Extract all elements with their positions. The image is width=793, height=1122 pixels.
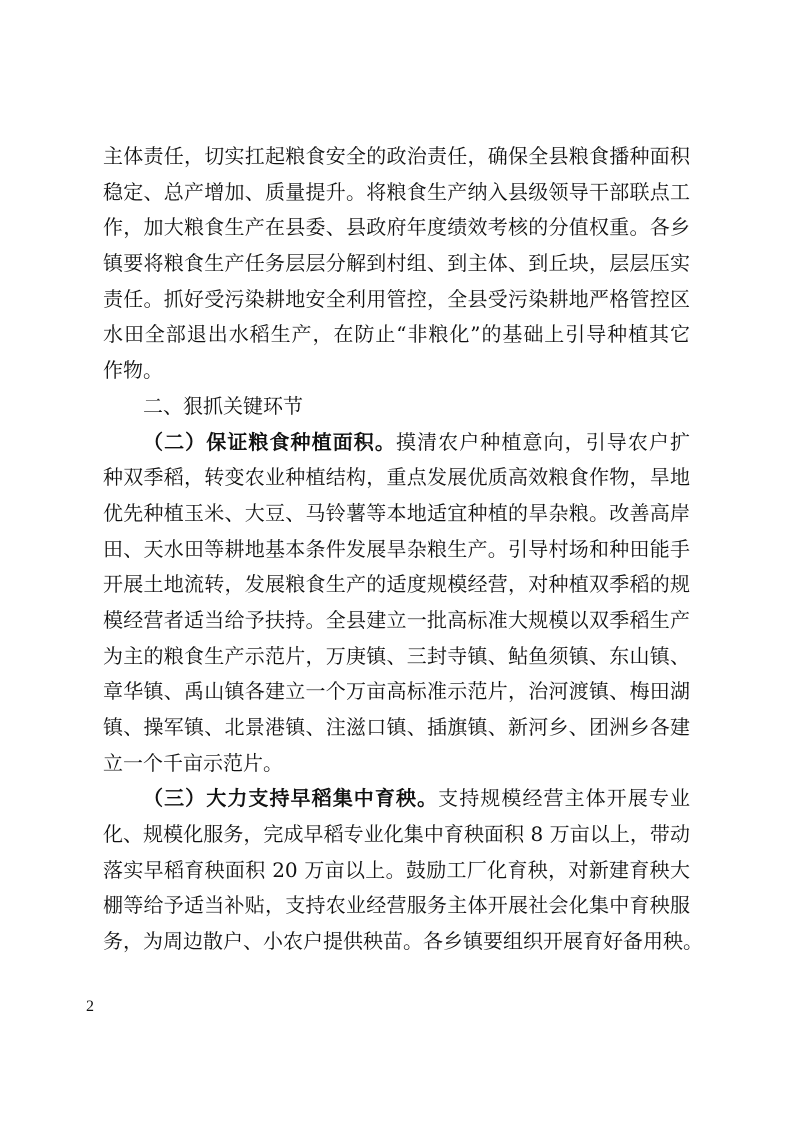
text-line: 镇要将粮食生产任务层层分解到村组、到主体、到丘块，层层压实 (103, 251, 690, 276)
text-span: 摸清农户种植意向，引导农户扩 (395, 429, 691, 454)
text-line: 水田全部退出水稻生产，在防止“非粮化”的基础上引导种植其它 (103, 322, 690, 347)
paragraph-lead: （三）大力支持早稻集中育秧。 (143, 786, 439, 811)
text-line: 务，为周边散户、小农户提供秧苗。各乡镇要组织开展育好备用秧。 (103, 929, 703, 954)
page-number: 2 (86, 998, 94, 1015)
text-line: 化、规模化服务，完成早稻专业化集中育秧面积 8 万亩以上，带动 (103, 822, 690, 847)
text-line: 主体责任，切实扛起粮食安全的政治责任，确保全县粮食播种面积 (103, 144, 690, 168)
text-line: 田、天水田等耕地基本条件发展旱杂粮生产。引导村场和种田能手 (103, 536, 690, 561)
text-line: 为主的粮食生产示范片，万庚镇、三封寺镇、鲇鱼须镇、东山镇、 (103, 643, 690, 668)
text-line: 模经营者适当给予扶持。全县建立一批高标准大规模以双季稻生产 (103, 607, 690, 632)
paragraph-lead: （二）保证粮食种植面积。 (143, 429, 396, 454)
paragraph-first-line (103, 425, 690, 461)
section-heading: 二、狠抓关键环节 (143, 393, 303, 418)
text-line: 作物。 (103, 358, 163, 383)
text-line: 责任。抓好受污染耕地安全利用管控，全县受污染耕地严格管控区 (103, 286, 690, 311)
text-line: 稳定、总产增加、质量提升。将粮食生产纳入县级领导干部联点工 (103, 179, 690, 204)
text-line: 优先种植玉米、大豆、马铃薯等本地适宜种植的旱杂粮。改善高岸 (103, 500, 690, 525)
text-line: 作，加大粮食生产在县委、县政府年度绩效考核的分值权重。各乡 (103, 215, 690, 240)
text-span: 支持规模经营主体开展专业 (438, 786, 691, 811)
text-line: 镇、操军镇、北景港镇、注滋口镇、插旗镇、新河乡、团洲乡各建 (103, 715, 690, 739)
text-line: 种双季稻，转变农业种植结构，重点发展优质高效粮食作物，旱地 (103, 465, 690, 490)
text-line: 棚等给予适当补贴，支持农业经营服务主体开展社会化集中育秧服 (103, 893, 690, 918)
document-body (103, 139, 703, 960)
text-line: 立一个千亩示范片。 (103, 750, 283, 775)
text-line: 开展土地流转，发展粮食生产的适度规模经营，对种植双季稻的规 (103, 572, 690, 597)
paragraph-first-line (103, 781, 690, 817)
text-line: 章华镇、禹山镇各建立一个万亩高标准示范片，治河渡镇、梅田湖 (103, 679, 690, 704)
text-line: 落实早稻育秧面积 20 万亩以上。鼓励工厂化育秧，对新建育秧大 (103, 857, 690, 882)
